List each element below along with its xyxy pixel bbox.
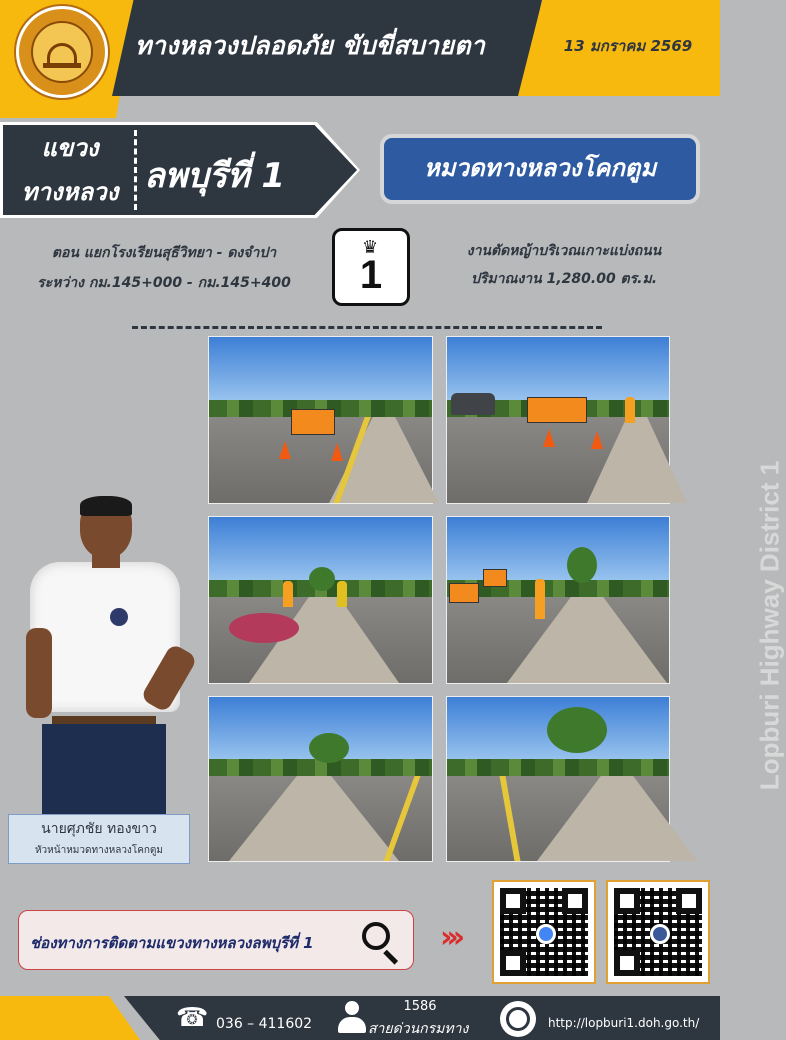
work-description: งานตัดหญ้าบริเวณเกาะแบ่งถนน <box>466 243 662 259</box>
department-logo <box>16 6 108 98</box>
district-divider <box>134 130 137 210</box>
hotline-agent-icon <box>336 1001 366 1035</box>
globe-icon <box>500 1001 536 1037</box>
facebook-icon <box>650 924 670 944</box>
phone-icon: ☎ <box>176 1003 209 1033</box>
search-icon[interactable] <box>362 922 390 950</box>
hotline-label: สายด่วนกรมทาง <box>368 1021 469 1037</box>
unit-name-box: หมวดทางหลวงโคกตูม <box>380 134 700 204</box>
district-label-line1: แขวง <box>41 134 99 162</box>
footer-yellow-left <box>0 996 140 1040</box>
logo-arch <box>47 43 77 65</box>
location-range: ระหว่าง กม.145+000 - กม.145+400 <box>37 275 291 291</box>
shirt-badge-icon <box>110 608 128 626</box>
photo-truck-and-sign <box>446 336 670 504</box>
officer-photo <box>22 496 188 814</box>
photo-median-post <box>446 696 670 862</box>
photo-worker-cutting-grass <box>208 516 433 684</box>
follow-channels-text: ช่องทางการติดตามแขวงทางหลวงลพบุรีที่ 1 <box>30 934 314 952</box>
route-shield <box>332 228 410 306</box>
website-link[interactable]: http://lopburi1.doh.go.th/ <box>548 1016 700 1030</box>
photo-workers-on-median <box>446 516 670 684</box>
officer-title: หัวหน้าหมวดทางหลวงโคกตูม <box>34 845 164 856</box>
dashed-divider <box>132 326 602 329</box>
officer-name: นายศุภชัย ทองขาว <box>41 821 157 837</box>
location-section: ตอน แยกโรงเรียนสุธีวิทยา - ดงจำปา <box>51 245 277 261</box>
watermark-text: Lopburi Highway District 1 <box>754 460 785 791</box>
logo-emblem-icon <box>31 21 93 83</box>
garuda-emblem-icon: ♛ <box>362 237 379 258</box>
footer-phone[interactable]: 036 – 411602 <box>216 1016 313 1032</box>
logo-base <box>43 63 81 68</box>
chevron-right-arrows-icon: ››› <box>440 920 460 955</box>
header-date: 13 มกราคม 2569 <box>563 37 693 55</box>
qr-code-facebook[interactable] <box>606 880 710 984</box>
route-number: 1 <box>359 253 383 297</box>
photo-cones-and-sign <box>208 336 433 504</box>
district-label-line2: ทางหลวง <box>21 178 119 206</box>
district-name: ลพบุรีที่ 1 <box>144 156 285 196</box>
work-quantity: ปริมาณงาน 1,280.00 ตร.ม. <box>470 271 658 287</box>
qr-code-google-maps[interactable] <box>492 880 596 984</box>
hotline-number[interactable]: 1586 <box>403 999 437 1014</box>
photo-median-clean <box>208 696 433 862</box>
header-title: ทางหลวงปลอดภัย ขับขี่สบายตา <box>135 31 486 60</box>
google-maps-pin-icon <box>536 924 556 944</box>
